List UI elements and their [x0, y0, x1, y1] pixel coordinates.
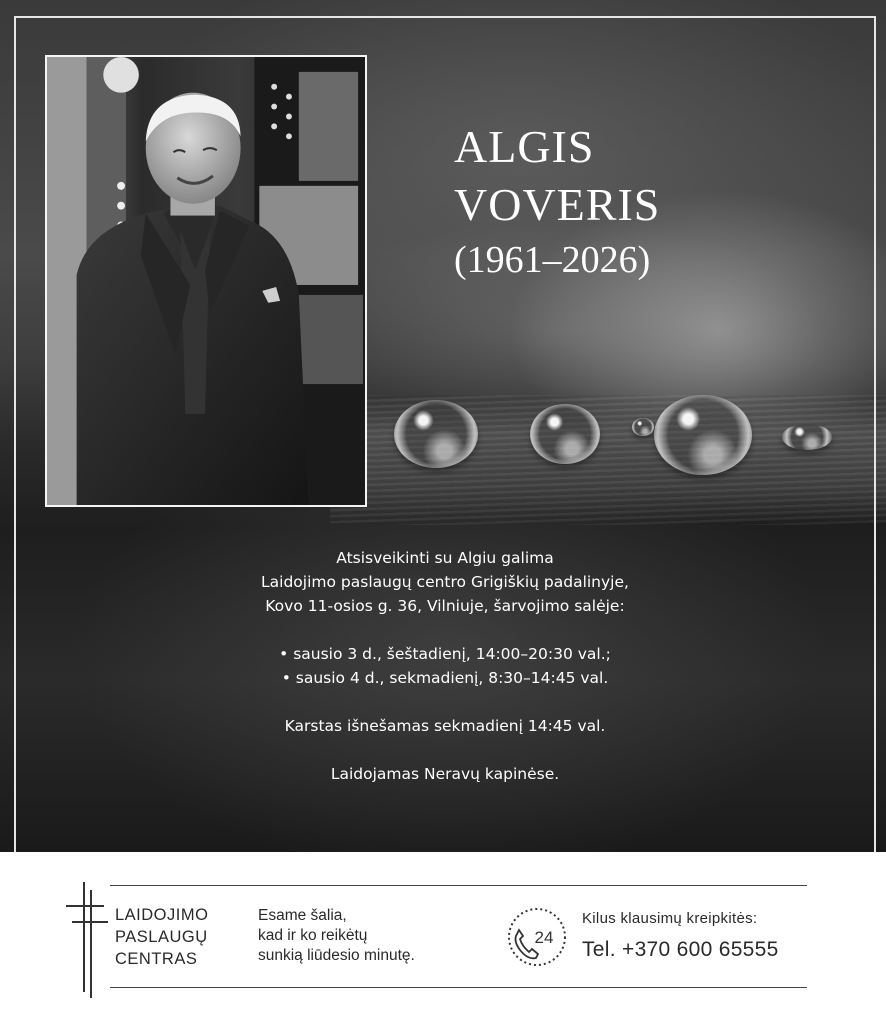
- divider: [110, 987, 807, 988]
- phone-icon-label: 24: [534, 928, 554, 947]
- company-name-line: CENTRAS: [115, 950, 198, 968]
- last-name: VOVERIS: [454, 179, 661, 230]
- cross-logo-icon: [64, 882, 108, 998]
- slogan-line: Esame šalia,: [258, 907, 347, 924]
- info-line: Atsisveikinti su Algiu galima: [336, 549, 554, 567]
- portrait-photo: [45, 55, 367, 507]
- portrait-illustration: [47, 57, 365, 505]
- burial-info: Laidojamas Neravų kapinėse.: [330, 765, 560, 783]
- slogan: [258, 906, 415, 966]
- company-name: [115, 904, 208, 970]
- schedule-item: • sausio 3 d., šeštadienį, 14:00–20:30 val.;: [279, 645, 611, 663]
- contact-label: Kilus klausimų kreipkitės:: [582, 910, 758, 927]
- slogan-line: kad ir ko reikėtų: [258, 927, 368, 944]
- schedule-item: • sausio 4 d., sekmadienį, 8:30–14:45 val.: [281, 669, 609, 687]
- info-line: Kovo 11-osios g. 36, Vilniuje, šarvojimo salėje:: [265, 597, 625, 615]
- company-name-line: LAIDOJIMO: [115, 906, 209, 924]
- name-block: [454, 118, 854, 284]
- divider: [110, 885, 807, 886]
- first-name: ALGIS: [454, 121, 595, 172]
- info-line: Laidojimo paslaugų centro Grigiškių padalinyje,: [261, 573, 629, 591]
- footer: [0, 852, 886, 1024]
- coffin-info: Karstas išnešamas sekmadienį 14:45 val.: [284, 717, 606, 735]
- slogan-line: sunkią liūdesio minutę.: [258, 947, 415, 964]
- company-name-line: PASLAUGŲ: [115, 928, 208, 946]
- funeral-info: [200, 546, 690, 786]
- phone-24-icon: [506, 906, 568, 968]
- life-years: (1961–2026): [454, 239, 651, 281]
- contact-phone[interactable]: Tel. +370 600 65555: [582, 938, 779, 961]
